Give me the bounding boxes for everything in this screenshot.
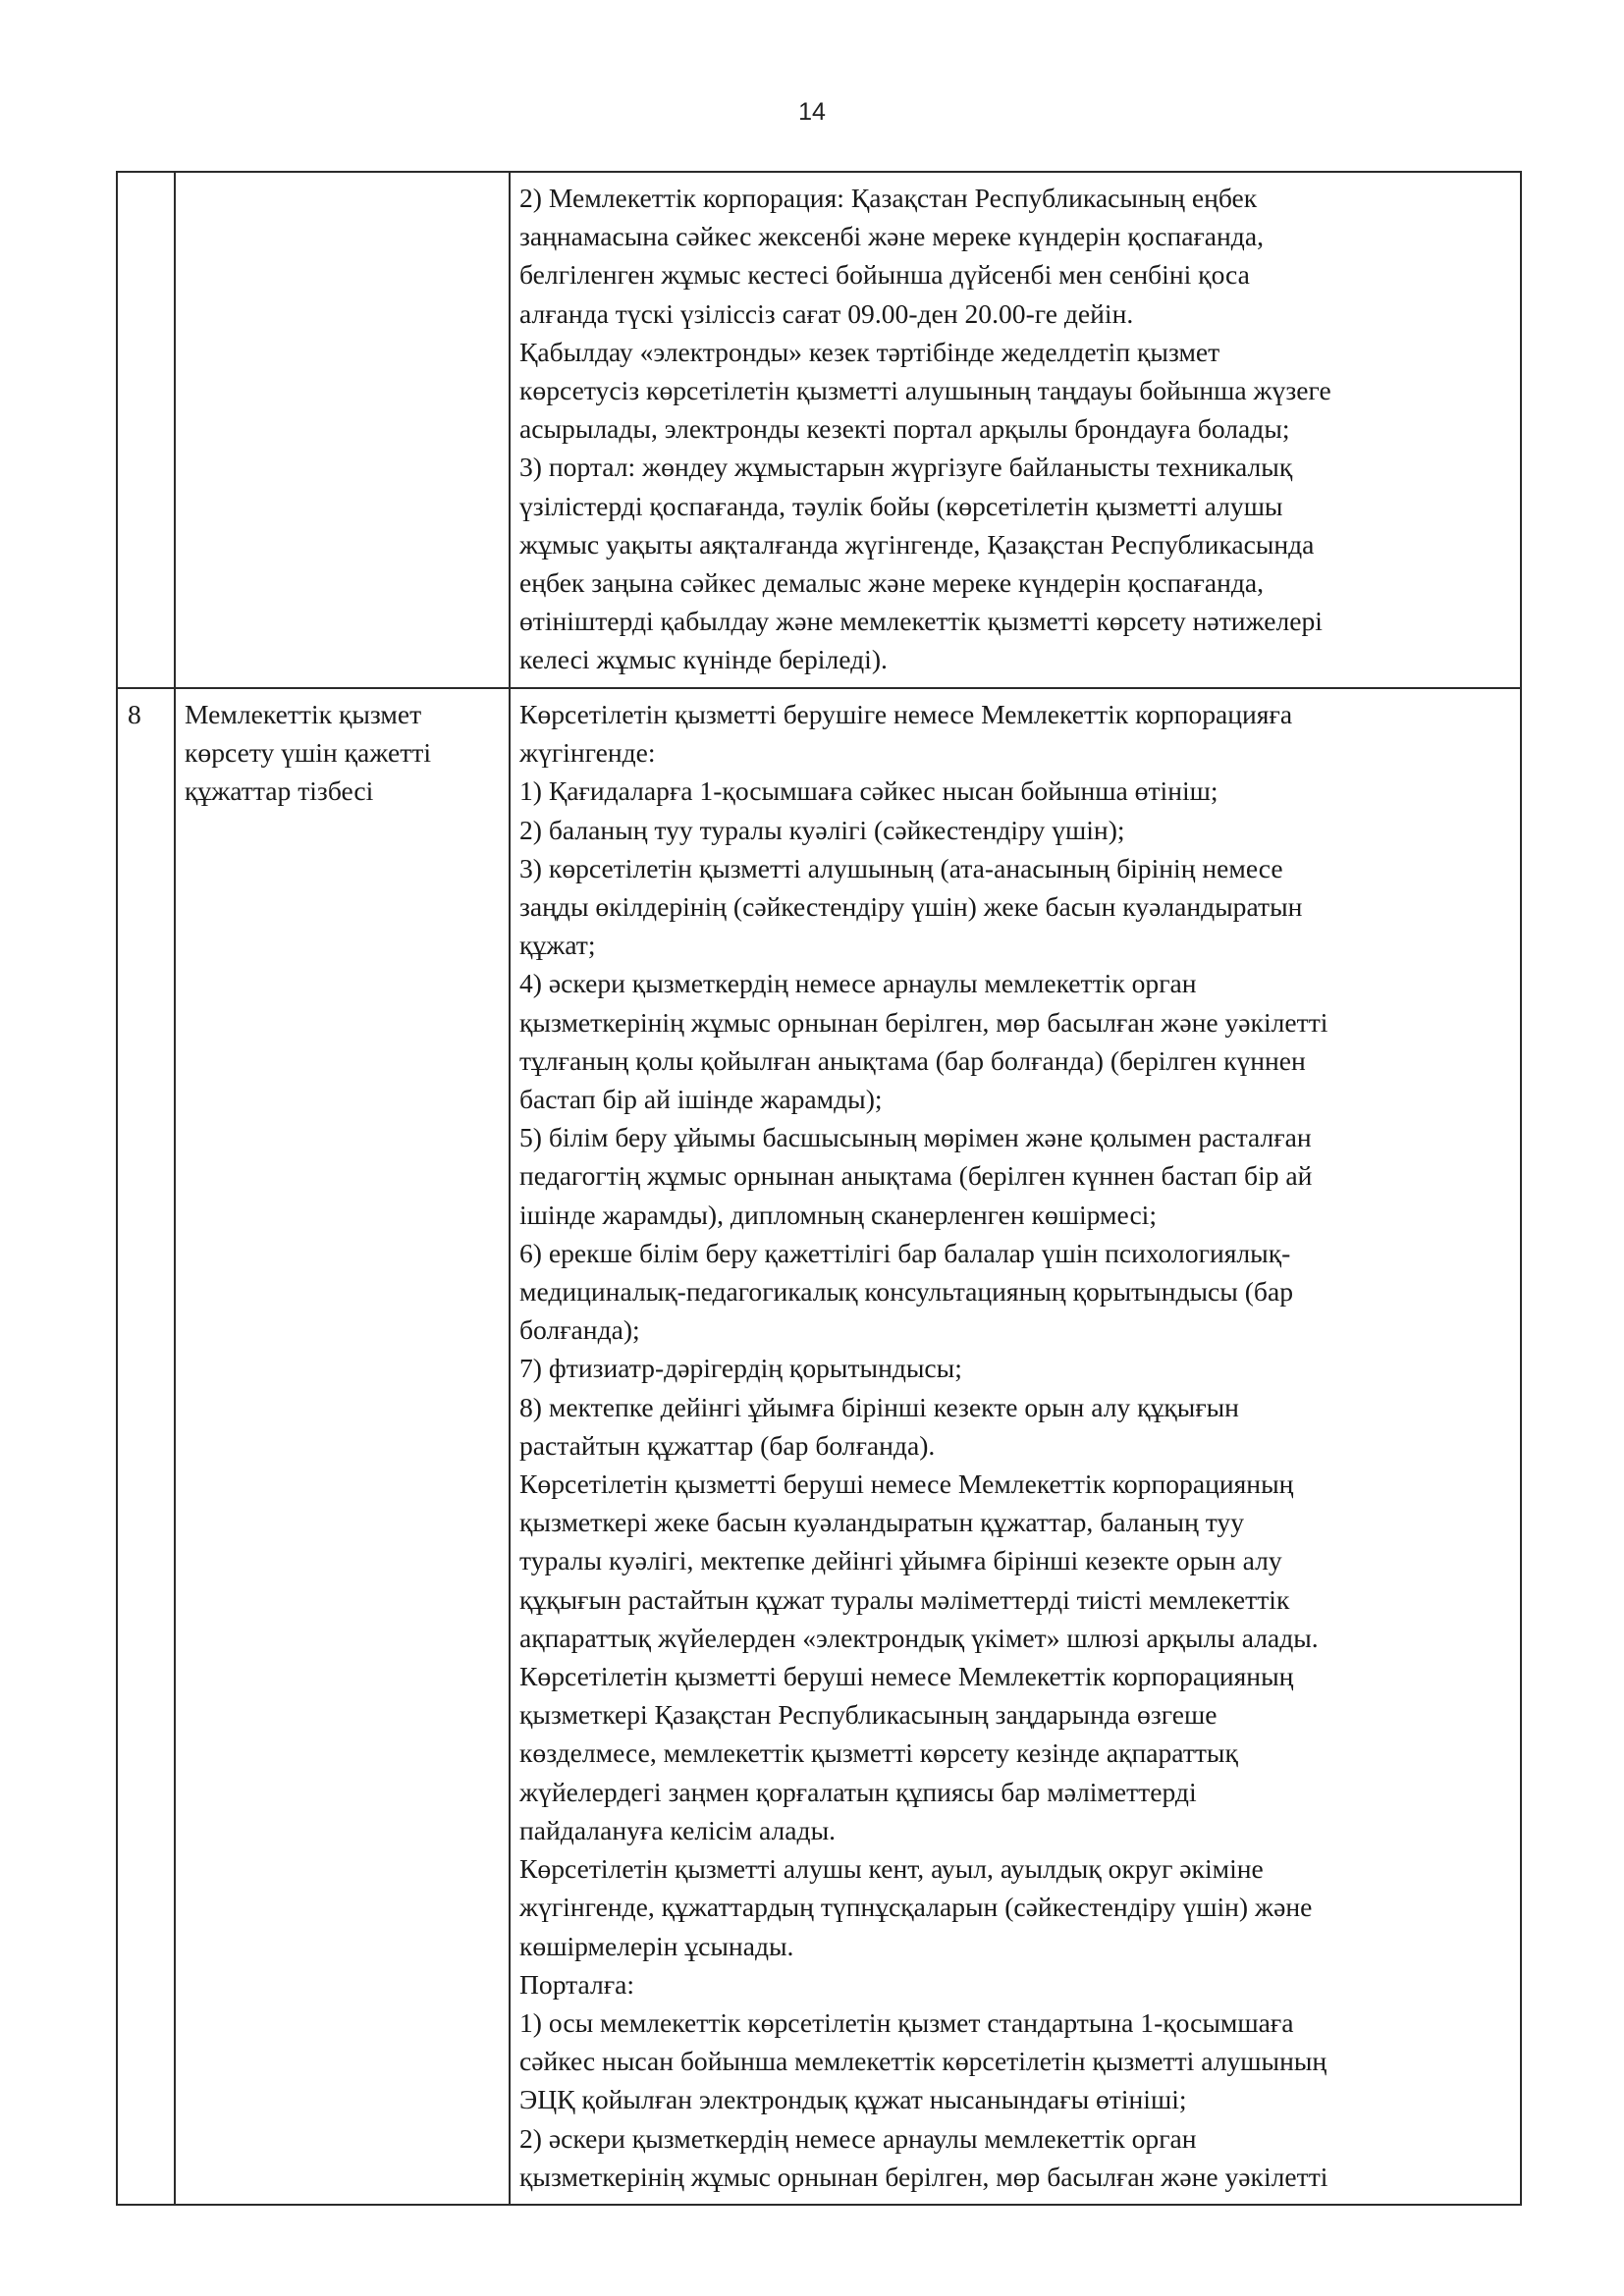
content-line: медициналық-педагогикалық консультацияның қорытындысы (бар [519, 1276, 1294, 1308]
content-line: 1) Қағидаларға 1-қосымшаға сәйкес нысан бойынша өтініш; [519, 775, 1218, 807]
content-line: болғанда); [519, 1314, 640, 1346]
content-line: Порталға: [519, 1968, 635, 2000]
content-line: 3) портал: жөндеу жұмыстарын жүргізуге байланысты техникалық [519, 452, 1293, 483]
table-row-continued [117, 172, 1521, 688]
content-line: қызметкерінің жұмыс орнынан берілген, мөр басылған және уәкілетті [519, 1006, 1328, 1038]
content-line: заңды өкілдерінің (сәйкестендіру үшін) жеке басын куәландыратын [519, 891, 1303, 923]
content-line: Көрсетілетін қызметті беруші немесе Мемлекеттік корпорацияның [519, 1661, 1294, 1692]
row-name-cell [175, 688, 510, 2205]
content-line: еңбек заңына сәйкес демалыс және мереке күндерін қоспағанда, [519, 567, 1265, 599]
content-line: Қабылдау «электронды» кезек тәртібінде жеделдетіп қызмет [519, 336, 1220, 367]
content-line: көшірмелерін ұсынады. [519, 1930, 794, 1961]
content-line: сәйкес нысан бойынша мемлекеттік көрсетілетін қызметті алушының [519, 2046, 1327, 2077]
content-line: 6) ерекше білім беру қажеттілігі бар балалар үшін психологиялық- [519, 1237, 1291, 1268]
content-line: тұлғаның қолы қойылған анықтама (бар болғанда) (берілген күннен [519, 1044, 1306, 1076]
content-line: келесі жұмыс күнінде беріледі). [519, 644, 888, 675]
content-line: ішінде жарамды), дипломның сканерленген көшірмесі; [519, 1199, 1158, 1230]
content-line: ЭЦҚ қойылған электрондық құжат нысанындағы өтініші; [519, 2084, 1187, 2115]
content-line: пайдалануға келісім алады. [519, 1814, 837, 1845]
content-line: растайтын құжаттар (бар болғанда). [519, 1429, 936, 1461]
content-line: 8) мектепке дейінгі ұйымға бірінші кезекте орын алу құқығын [519, 1391, 1239, 1422]
content-line: 4) әскери қызметкердің немесе арнаулы мемлекеттік орган [519, 968, 1197, 999]
content-line: бастап бір ай ішінде жарамды); [519, 1084, 883, 1115]
content-line: Көрсетілетін қызметті беруші немесе Мемлекеттік корпорацияның [519, 1468, 1294, 1500]
content-line: үзілістерді қоспағанда, тәулік бойы (көрсетілетін қызметті алушы [519, 490, 1283, 521]
content-line: заңнамасына сәйкес жексенбі және мереке күндерін қоспағанда, [519, 221, 1264, 252]
content-line: 2) Мемлекеттік корпорация: Қазақстан Республикасының еңбек [519, 183, 1258, 213]
row-content-cell [510, 688, 1521, 2205]
content-line: асырылады, электронды кезекті портал арқылы брондауға болады; [519, 413, 1290, 445]
name-line: құжаттар тізбесі [185, 775, 374, 807]
content-line: 5) білім беру ұйымы басшысының мөрімен және қолымен расталған [519, 1122, 1312, 1153]
name-line: көрсету үшін қажетті [185, 737, 431, 769]
content-line: 1) осы мемлекеттік көрсетілетін қызмет стандартына 1-қосымшаға [519, 2006, 1294, 2038]
service-standard-table [116, 171, 1522, 2206]
content-line: 3) көрсетілетін қызметті алушының (ата-анасының бірінің немесе [519, 852, 1283, 883]
content-line: ақпараттық жүйелерден «электрондық үкімет» шлюзі арқылы алады. [519, 1622, 1319, 1653]
content-line: Көрсетілетін қызметті алушы кент, ауыл, ауылдық округ әкіміне [519, 1853, 1264, 1885]
content-line: белгіленген жұмыс кестесі бойынша дүйсенбі мен сенбіні қоса [519, 259, 1250, 291]
row-number-cell: 8 [117, 688, 175, 2205]
row-number-cell [117, 172, 175, 688]
row-content-cell [510, 172, 1521, 688]
content-line: алғанда түскі үзіліссіз сағат 09.00-ден 20.00-ге дейін. [519, 297, 1134, 329]
row-name-cell [175, 172, 510, 688]
content-line: туралы куәлігі, мектепке дейінгі ұйымға бірінші кезекте орын алу [519, 1545, 1282, 1576]
content-line: 2) баланың туу туралы куәлігі (сәйкестендіру үшін); [519, 814, 1125, 845]
content-line: құқығын растайтын құжат туралы мәліметтерді тиісті мемлекеттік [519, 1583, 1290, 1615]
content-line: жүгінгенде: [519, 737, 656, 769]
content-line: қызметкерінің жұмыс орнынан берілген, мөр басылған және уәкілетті [519, 2161, 1328, 2192]
content-line: жүгінгенде, құжаттардың түпнұсқаларын (сәйкестендіру үшін) және [519, 1892, 1313, 1923]
content-line: жұмыс уақыты аяқталғанда жүгінгенде, Қазақстан Республикасында [519, 528, 1315, 560]
content-line: 2) әскери қызметкердің немесе арнаулы мемлекеттік орган [519, 2122, 1197, 2154]
content-line: Көрсетілетін қызметті берушіге немесе Мемлекеттік корпорацияға [519, 699, 1293, 729]
name-line: Мемлекеттік қызмет [185, 699, 422, 729]
content-line: қызметкері жеке басын куәландыратын құжаттар, баланың туу [519, 1507, 1245, 1538]
page-number: 14 [798, 98, 826, 126]
content-line: жүйелердегі заңмен қорғалатын құпиясы бар мәліметтерді [519, 1776, 1197, 1807]
content-line: құжат; [519, 930, 596, 961]
content-line: көзделмесе, мемлекеттік қызметті көрсету кезінде ақпараттық [519, 1737, 1238, 1769]
table-row-8 [117, 688, 1521, 2205]
content-line: көрсетусіз көрсетілетін қызметті алушының таңдауы бойынша жүзеге [519, 375, 1331, 406]
content-line: педагогтің жұмыс орнынан анықтама (берілген күннен бастап бір ай [519, 1160, 1313, 1192]
content-line: 7) фтизиатр-дәрігердің қорытындысы; [519, 1353, 962, 1384]
content-line: өтініштерді қабылдау және мемлекеттік қызметті көрсету нәтижелері [519, 606, 1323, 637]
content-line: қызметкері Қазақстан Республикасының заңдарында өзгеше [519, 1699, 1218, 1731]
